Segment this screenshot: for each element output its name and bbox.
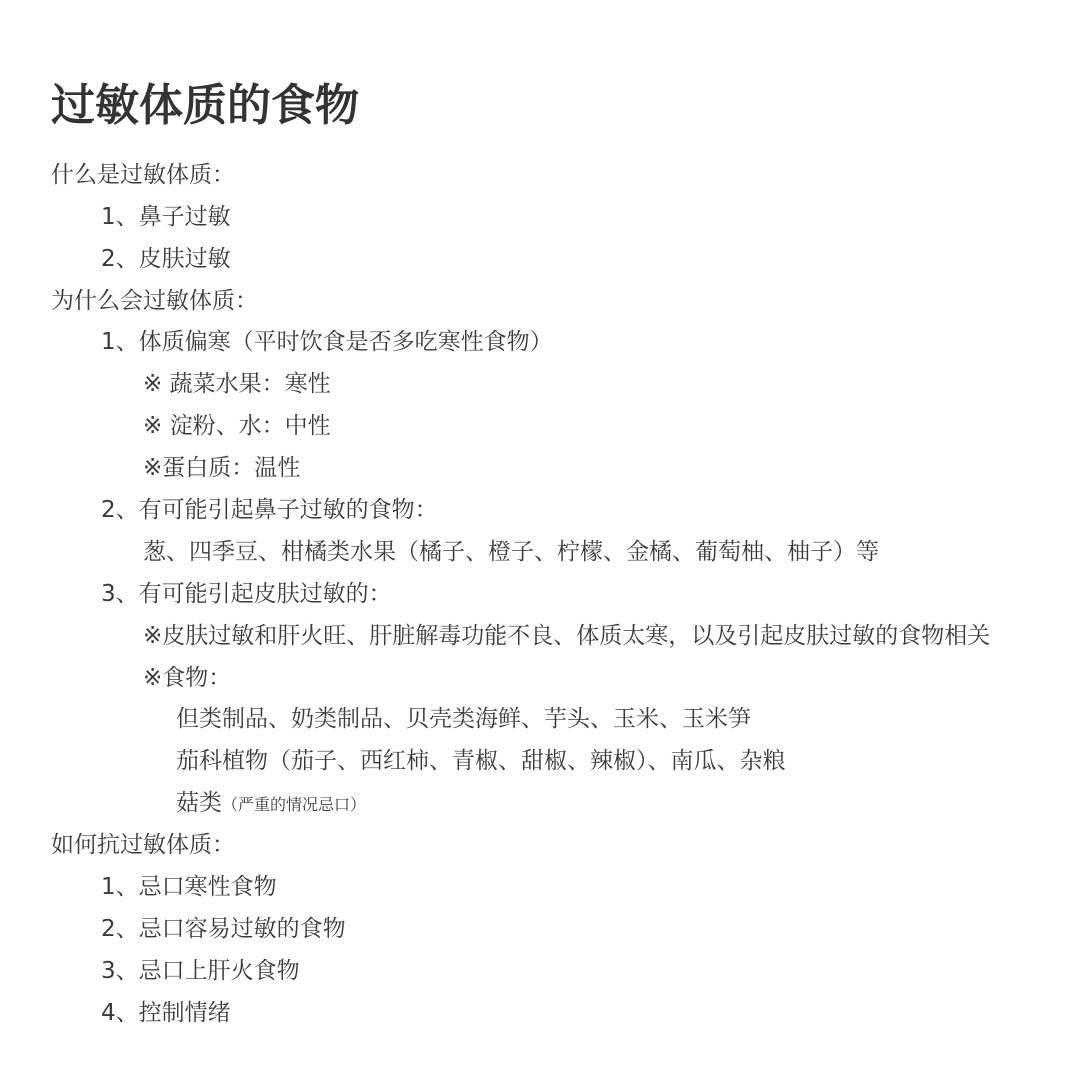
section-heading-how: 如何抗过敏体质： [51,832,235,858]
note-item: ※皮肤过敏和肝火旺、肝脏解毒功能不良、体质太寒，以及引起皮肤过敏的食物相关 [143,623,991,649]
list-item: 2、有可能引起鼻子过敏的食物： [101,497,438,523]
note-item: ※ 淀粉、水：中性 [143,413,331,439]
detail-text: 葱、四季豆、柑橘类水果（橘子、橙子、柠檬、金橘、葡萄柚、柚子）等 [143,539,879,565]
section-heading-what: 什么是过敏体质： [51,162,235,188]
list-item: 3、有可能引起皮肤过敏的： [101,581,392,607]
mushroom-note: （严重的情况忌口） [222,795,367,814]
food-list-line [176,788,366,820]
list-item: 3、忌口上肝火食物 [101,958,300,984]
list-item: 2、忌口容易过敏的食物 [101,916,346,942]
food-list-line: 茄科植物（茄子、西红柿、青椒、甜椒、辣椒）、南瓜、杂粮 [176,748,786,774]
mushroom-text: 菇类 [176,790,222,816]
list-item: 2、皮肤过敏 [101,246,231,272]
page-title: 过敏体质的食物 [51,80,359,131]
note-item: ※食物： [143,665,232,691]
note-item: ※蛋白质：温性 [143,455,301,481]
list-item: 4、控制情绪 [101,1000,231,1026]
list-item: 1、体质偏寒（平时饮食是否多吃寒性食物） [101,329,553,355]
note-item: ※ 蔬菜水果：寒性 [143,371,331,397]
list-item: 1、鼻子过敏 [101,204,231,230]
section-heading-why: 为什么会过敏体质： [51,288,258,314]
food-list-line: 但类制品、奶类制品、贝壳类海鲜、芋头、玉米、玉米笋 [176,706,751,732]
list-item: 1、忌口寒性食物 [101,874,277,900]
